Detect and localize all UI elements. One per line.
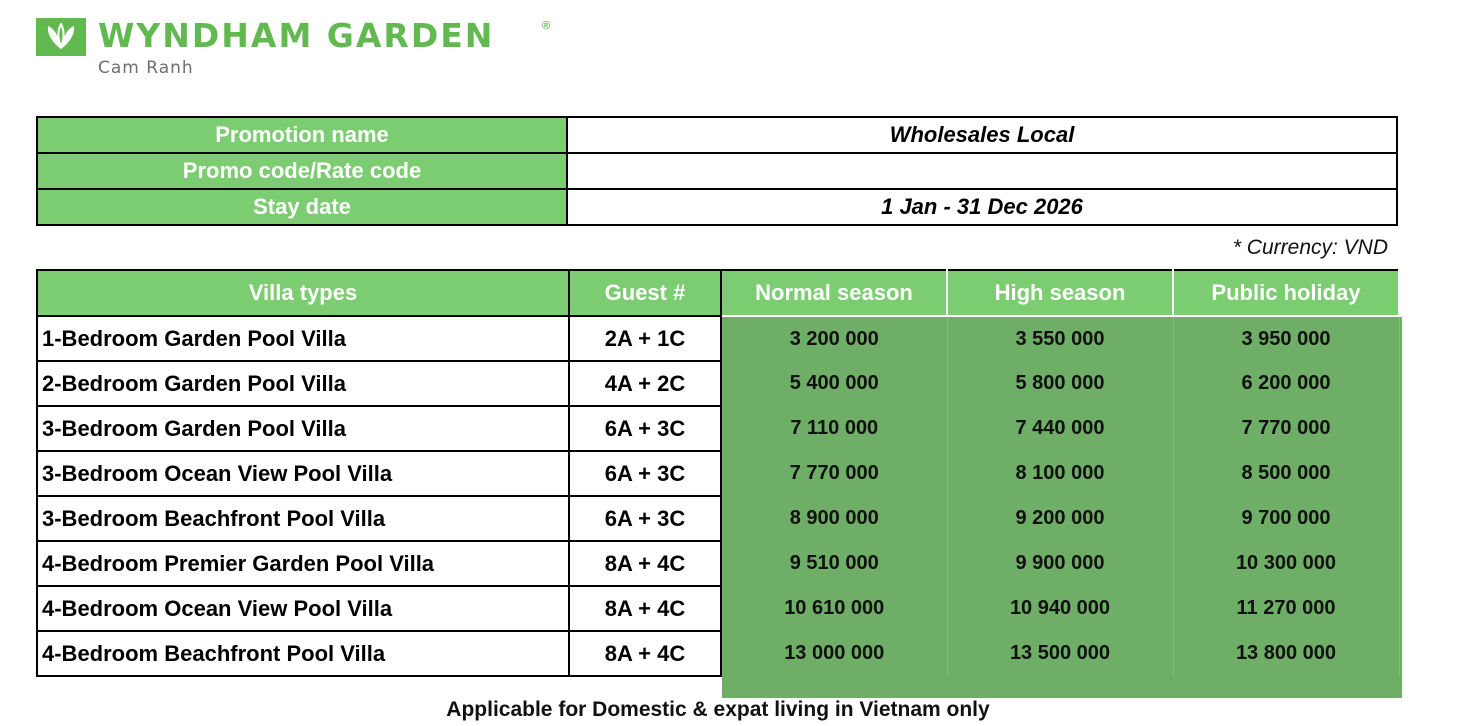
villa-type: 3-Bedroom Beachfront Pool Villa bbox=[37, 496, 569, 541]
normal-season-price: 7 770 000 bbox=[721, 451, 947, 496]
stay-date-value: 1 Jan - 31 Dec 2026 bbox=[567, 189, 1397, 225]
promo-row-name bbox=[37, 117, 1397, 153]
table-row bbox=[37, 451, 1399, 496]
currency-note: * Currency: VND bbox=[1232, 236, 1388, 259]
guest-count: 8A + 4C bbox=[569, 631, 721, 676]
normal-season-price: 5 400 000 bbox=[721, 361, 947, 406]
public-holiday-price: 13 800 000 bbox=[1173, 631, 1399, 676]
high-season-price: 5 800 000 bbox=[947, 361, 1173, 406]
table-row bbox=[37, 496, 1399, 541]
normal-season-price: 3 200 000 bbox=[721, 316, 947, 361]
table-row bbox=[37, 361, 1399, 406]
villa-type: 4-Bedroom Premier Garden Pool Villa bbox=[37, 541, 569, 586]
high-season-price: 13 500 000 bbox=[947, 631, 1173, 676]
brand-location: Cam Ranh bbox=[98, 58, 194, 78]
guest-count: 6A + 3C bbox=[569, 451, 721, 496]
high-season-price: 3 550 000 bbox=[947, 316, 1173, 361]
public-holiday-price: 10 300 000 bbox=[1173, 541, 1399, 586]
normal-season-price: 10 610 000 bbox=[721, 586, 947, 631]
promo-code-label: Promo code/Rate code bbox=[37, 153, 567, 189]
villa-type: 3-Bedroom Garden Pool Villa bbox=[37, 406, 569, 451]
stay-date-label: Stay date bbox=[37, 189, 567, 225]
villa-type: 2-Bedroom Garden Pool Villa bbox=[37, 361, 569, 406]
brand-logo bbox=[36, 18, 596, 82]
high-season-price: 9 200 000 bbox=[947, 496, 1173, 541]
public-holiday-price: 8 500 000 bbox=[1173, 451, 1399, 496]
promo-row-code bbox=[37, 153, 1397, 189]
villa-type: 3-Bedroom Ocean View Pool Villa bbox=[37, 451, 569, 496]
normal-season-price: 7 110 000 bbox=[721, 406, 947, 451]
guest-count: 4A + 2C bbox=[569, 361, 721, 406]
normal-season-price: 9 510 000 bbox=[721, 541, 947, 586]
guest-count: 8A + 4C bbox=[569, 541, 721, 586]
villa-type: 4-Bedroom Ocean View Pool Villa bbox=[37, 586, 569, 631]
brand-name: WYNDHAM GARDEN bbox=[98, 16, 495, 55]
promo-name-value: Wholesales Local bbox=[567, 117, 1397, 153]
header-villa-types: Villa types bbox=[37, 270, 569, 316]
high-season-price: 7 440 000 bbox=[947, 406, 1173, 451]
public-holiday-price: 11 270 000 bbox=[1173, 586, 1399, 631]
promo-code-value bbox=[567, 153, 1397, 189]
header-public-holiday: Public holiday bbox=[1173, 270, 1399, 316]
guest-count: 6A + 3C bbox=[569, 406, 721, 451]
registered-mark: ® bbox=[542, 20, 551, 32]
rates-header-row bbox=[37, 270, 1399, 316]
public-holiday-price: 3 950 000 bbox=[1173, 316, 1399, 361]
high-season-price: 9 900 000 bbox=[947, 541, 1173, 586]
promo-row-stay bbox=[37, 189, 1397, 225]
table-row bbox=[37, 406, 1399, 451]
promo-name-label: Promotion name bbox=[37, 117, 567, 153]
public-holiday-price: 9 700 000 bbox=[1173, 496, 1399, 541]
table-row bbox=[37, 316, 1399, 361]
high-season-price: 8 100 000 bbox=[947, 451, 1173, 496]
table-row bbox=[37, 541, 1399, 586]
public-holiday-price: 7 770 000 bbox=[1173, 406, 1399, 451]
villa-rates-table bbox=[36, 269, 1400, 677]
guest-count: 8A + 4C bbox=[569, 586, 721, 631]
header-guests: Guest # bbox=[569, 270, 721, 316]
villa-type: 4-Bedroom Beachfront Pool Villa bbox=[37, 631, 569, 676]
public-holiday-price: 6 200 000 bbox=[1173, 361, 1399, 406]
high-season-price: 10 940 000 bbox=[947, 586, 1173, 631]
header-high-season: High season bbox=[947, 270, 1173, 316]
leaf-logo-icon bbox=[36, 18, 86, 56]
guest-count: 2A + 1C bbox=[569, 316, 721, 361]
applicability-note: Applicable for Domestic & expat living in Vietnam only bbox=[446, 698, 990, 721]
villa-type: 1-Bedroom Garden Pool Villa bbox=[37, 316, 569, 361]
normal-season-price: 13 000 000 bbox=[721, 631, 947, 676]
guest-count: 6A + 3C bbox=[569, 496, 721, 541]
promo-info-table bbox=[36, 116, 1398, 226]
table-row bbox=[37, 586, 1399, 631]
table-row bbox=[37, 631, 1399, 676]
header-normal-season: Normal season bbox=[721, 270, 947, 316]
normal-season-price: 8 900 000 bbox=[721, 496, 947, 541]
